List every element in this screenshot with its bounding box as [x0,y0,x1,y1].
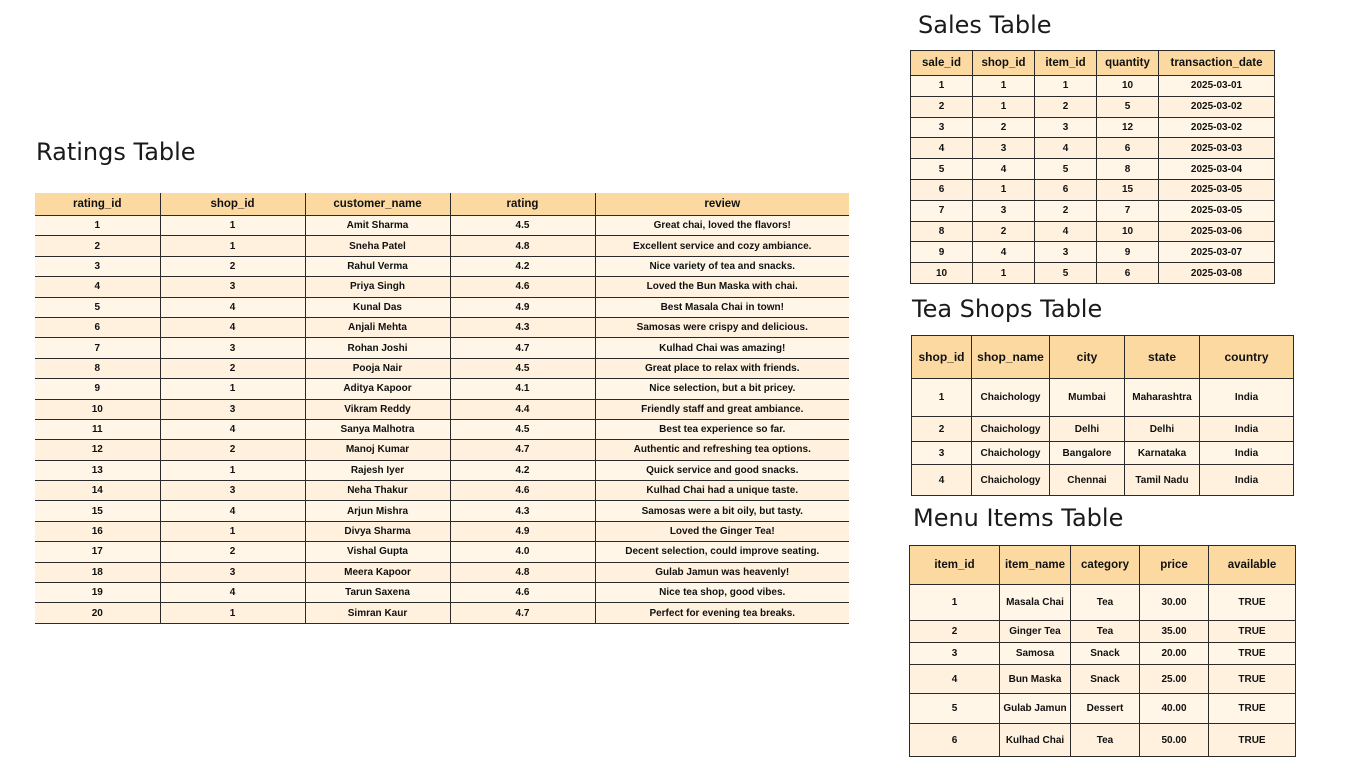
table-cell-sale-id: 3 [911,117,973,138]
table-cell-shop-id: 2 [160,440,305,460]
table-cell-sale-id: 4 [911,138,973,159]
table-row [911,200,1275,221]
table-cell-quantity: 10 [1097,76,1159,97]
table-row [35,236,849,256]
table-cell-item-name: Samosa [1000,643,1071,665]
table-row [910,724,1296,757]
table-cell-price: 25.00 [1140,665,1209,694]
table-cell-country: India [1200,379,1294,417]
table-cell-shop-id: 2 [160,358,305,378]
table-cell-rating-id: 14 [35,481,160,501]
table-cell-category: Snack [1071,665,1140,694]
table-row [912,417,1294,442]
table-cell-rating-id: 10 [35,399,160,419]
table-cell-rating: 4.7 [450,603,595,623]
table-cell-city: Bangalore [1050,442,1125,465]
table-cell-review: Perfect for evening tea breaks. [595,603,849,623]
table-cell-sale-id: 7 [911,200,973,221]
table-row [911,179,1275,200]
column-header-quantity: quantity [1097,51,1159,76]
table-cell-review: Quick service and good snacks. [595,460,849,480]
column-header-city: city [1050,336,1125,379]
ratings-table-title: Ratings Table [36,138,196,166]
table-cell-sale-id: 2 [911,96,973,117]
table-cell-sale-id: 6 [911,179,973,200]
table-cell-review: Decent selection, could improve seating. [595,542,849,562]
table-cell-shop-id: 4 [160,297,305,317]
table-cell-item-id: 4 [1035,138,1097,159]
table-cell-shop-id: 4 [160,317,305,337]
column-header-state: state [1125,336,1200,379]
column-header-rating-id: rating_id [35,193,160,216]
column-header-price: price [1140,546,1209,585]
table-cell-customer-name: Pooja Nair [305,358,450,378]
column-header-item-name: item_name [1000,546,1071,585]
table-row [912,379,1294,417]
table-cell-quantity: 10 [1097,221,1159,242]
table-row [911,138,1275,159]
table-cell-shop-id: 3 [160,481,305,501]
table-cell-shop-id: 2 [973,117,1035,138]
table-header-row [912,336,1294,379]
table-cell-shop-id: 2 [160,256,305,276]
table-cell-rating: 4.6 [450,277,595,297]
table-cell-available: TRUE [1209,643,1296,665]
table-cell-transaction-date: 2025-03-04 [1159,159,1275,180]
table-cell-item-id: 2 [910,621,1000,643]
table-cell-shop-id: 3 [973,200,1035,221]
table-cell-rating: 4.3 [450,317,595,337]
table-row [911,76,1275,97]
table-cell-rating: 4.7 [450,440,595,460]
table-cell-rating: 4.8 [450,236,595,256]
table-cell-rating: 4.7 [450,338,595,358]
table-cell-quantity: 6 [1097,138,1159,159]
table-cell-shop-id: 3 [160,338,305,358]
table-cell-shop-id: 2 [973,221,1035,242]
table-cell-customer-name: Neha Thakur [305,481,450,501]
column-header-shop-name: shop_name [972,336,1050,379]
table-cell-price: 50.00 [1140,724,1209,757]
table-cell-item-id: 1 [910,585,1000,621]
table-cell-review: Loved the Ginger Tea! [595,521,849,541]
table-cell-sale-id: 10 [911,263,973,284]
table-cell-city: Delhi [1050,417,1125,442]
table-cell-review: Nice tea shop, good vibes. [595,583,849,603]
table-cell-sale-id: 1 [911,76,973,97]
table-cell-transaction-date: 2025-03-05 [1159,179,1275,200]
table-cell-item-name: Masala Chai [1000,585,1071,621]
table-cell-item-id: 3 [910,643,1000,665]
table-cell-shop-id: 1 [160,216,305,236]
table-cell-review: Nice selection, but a bit pricey. [595,379,849,399]
column-header-available: available [1209,546,1296,585]
table-cell-item-id: 3 [1035,242,1097,263]
table-cell-shop-id: 4 [160,501,305,521]
table-row [35,481,849,501]
table-cell-customer-name: Anjali Mehta [305,317,450,337]
table-cell-rating-id: 7 [35,338,160,358]
table-cell-item-id: 5 [910,694,1000,724]
table-cell-item-name: Gulab Jamun [1000,694,1071,724]
table-cell-rating: 4.5 [450,419,595,439]
table-cell-category: Tea [1071,585,1140,621]
table-cell-country: India [1200,465,1294,496]
table-row [35,379,849,399]
table-row [911,96,1275,117]
table-cell-review: Great chai, loved the flavors! [595,216,849,236]
table-cell-quantity: 12 [1097,117,1159,138]
column-header-item-id: item_id [910,546,1000,585]
column-header-review: review [595,193,849,216]
table-cell-quantity: 9 [1097,242,1159,263]
table-cell-item-id: 3 [1035,117,1097,138]
table-cell-country: India [1200,442,1294,465]
table-row [35,399,849,419]
table-cell-customer-name: Rahul Verma [305,256,450,276]
table-cell-rating: 4.3 [450,501,595,521]
column-header-transaction-date: transaction_date [1159,51,1275,76]
table-cell-shop-id: 1 [160,521,305,541]
table-cell-rating: 4.2 [450,460,595,480]
tea-shops-table [911,335,1294,496]
table-row [35,256,849,276]
table-row [35,501,849,521]
table-cell-quantity: 15 [1097,179,1159,200]
table-cell-customer-name: Sanya Malhotra [305,419,450,439]
table-cell-shop-id: 3 [160,562,305,582]
menu-items-table [909,545,1296,757]
menu-items-table-title: Menu Items Table [913,504,1124,532]
table-cell-shop-id: 3 [160,399,305,419]
table-cell-shop-id: 2 [912,417,972,442]
table-cell-quantity: 6 [1097,263,1159,284]
table-cell-customer-name: Tarun Saxena [305,583,450,603]
table-cell-rating-id: 2 [35,236,160,256]
sales-table [910,50,1275,284]
table-row [35,542,849,562]
table-cell-available: TRUE [1209,694,1296,724]
table-cell-rating-id: 15 [35,501,160,521]
table-cell-review: Loved the Bun Maska with chai. [595,277,849,297]
table-row [35,419,849,439]
table-cell-rating: 4.9 [450,297,595,317]
table-cell-review: Best Masala Chai in town! [595,297,849,317]
table-cell-item-id: 6 [1035,179,1097,200]
table-cell-category: Tea [1071,621,1140,643]
column-header-customer-name: customer_name [305,193,450,216]
table-cell-city: Chennai [1050,465,1125,496]
table-row [35,317,849,337]
table-cell-rating: 4.5 [450,358,595,378]
table-cell-review: Great place to relax with friends. [595,358,849,378]
table-cell-shop-id: 1 [973,179,1035,200]
table-cell-state: Karnataka [1125,442,1200,465]
table-cell-review: Nice variety of tea and snacks. [595,256,849,276]
table-cell-shop-id: 1 [160,236,305,256]
table-cell-category: Dessert [1071,694,1140,724]
table-cell-rating-id: 6 [35,317,160,337]
table-cell-category: Tea [1071,724,1140,757]
table-cell-price: 30.00 [1140,585,1209,621]
column-header-item-id: item_id [1035,51,1097,76]
table-row [35,583,849,603]
table-cell-shop-id: 4 [160,419,305,439]
table-cell-sale-id: 5 [911,159,973,180]
table-cell-item-id: 2 [1035,200,1097,221]
table-cell-rating-id: 9 [35,379,160,399]
table-cell-rating-id: 20 [35,603,160,623]
table-cell-customer-name: Divya Sharma [305,521,450,541]
table-cell-item-name: Kulhad Chai [1000,724,1071,757]
table-cell-review: Best tea experience so far. [595,419,849,439]
table-row [35,358,849,378]
column-header-shop-id: shop_id [912,336,972,379]
table-cell-item-name: Bun Maska [1000,665,1071,694]
table-cell-price: 20.00 [1140,643,1209,665]
table-cell-item-id: 1 [1035,76,1097,97]
table-cell-state: Maharashtra [1125,379,1200,417]
table-cell-customer-name: Sneha Patel [305,236,450,256]
table-cell-rating-id: 3 [35,256,160,276]
table-cell-price: 40.00 [1140,694,1209,724]
table-row [911,221,1275,242]
table-row [35,603,849,623]
table-cell-customer-name: Vikram Reddy [305,399,450,419]
table-cell-quantity: 7 [1097,200,1159,221]
table-row [912,442,1294,465]
table-cell-rating-id: 19 [35,583,160,603]
table-row [910,643,1296,665]
column-header-rating: rating [450,193,595,216]
table-row [35,277,849,297]
ratings-table [35,193,849,624]
table-cell-sale-id: 9 [911,242,973,263]
table-cell-shop-id: 3 [973,138,1035,159]
table-cell-shop-id: 1 [973,263,1035,284]
table-cell-rating: 4.6 [450,481,595,501]
table-header-row [911,51,1275,76]
table-row [35,521,849,541]
table-cell-rating: 4.4 [450,399,595,419]
table-cell-rating: 4.2 [450,256,595,276]
table-cell-shop-id: 4 [973,242,1035,263]
table-row [35,338,849,358]
table-cell-rating-id: 18 [35,562,160,582]
table-cell-review: Excellent service and cozy ambiance. [595,236,849,256]
table-cell-transaction-date: 2025-03-05 [1159,200,1275,221]
table-header-row [35,193,849,216]
table-cell-rating-id: 11 [35,419,160,439]
table-row [35,562,849,582]
table-cell-shop-id: 1 [912,379,972,417]
table-cell-shop-name: Chaichology [972,417,1050,442]
table-cell-state: Delhi [1125,417,1200,442]
table-row [911,117,1275,138]
table-cell-review: Gulab Jamun was heavenly! [595,562,849,582]
table-cell-review: Authentic and refreshing tea options. [595,440,849,460]
table-cell-shop-id: 1 [160,460,305,480]
column-header-country: country [1200,336,1294,379]
table-cell-review: Samosas were crispy and delicious. [595,317,849,337]
table-cell-transaction-date: 2025-03-07 [1159,242,1275,263]
table-cell-transaction-date: 2025-03-06 [1159,221,1275,242]
table-cell-customer-name: Kunal Das [305,297,450,317]
table-cell-customer-name: Manoj Kumar [305,440,450,460]
table-header-row [910,546,1296,585]
table-cell-quantity: 8 [1097,159,1159,180]
table-cell-rating: 4.6 [450,583,595,603]
table-row [911,242,1275,263]
table-cell-item-id: 5 [1035,263,1097,284]
column-header-sale-id: sale_id [911,51,973,76]
table-cell-customer-name: Aditya Kapoor [305,379,450,399]
table-cell-available: TRUE [1209,585,1296,621]
table-cell-item-id: 6 [910,724,1000,757]
table-row [912,465,1294,496]
table-cell-shop-id: 4 [912,465,972,496]
table-cell-customer-name: Priya Singh [305,277,450,297]
table-cell-shop-id: 1 [973,96,1035,117]
table-cell-shop-name: Chaichology [972,465,1050,496]
table-cell-shop-id: 2 [160,542,305,562]
table-row [911,159,1275,180]
table-cell-rating-id: 8 [35,358,160,378]
table-cell-review: Kulhad Chai had a unique taste. [595,481,849,501]
table-row [35,440,849,460]
table-cell-shop-id: 4 [160,583,305,603]
tea-shops-table-title: Tea Shops Table [912,295,1103,323]
table-cell-customer-name: Rohan Joshi [305,338,450,358]
table-cell-sale-id: 8 [911,221,973,242]
table-cell-country: India [1200,417,1294,442]
table-row [911,263,1275,284]
table-cell-shop-id: 1 [160,603,305,623]
table-cell-shop-id: 3 [912,442,972,465]
table-cell-transaction-date: 2025-03-01 [1159,76,1275,97]
table-cell-review: Samosas were a bit oily, but tasty. [595,501,849,521]
table-cell-transaction-date: 2025-03-03 [1159,138,1275,159]
table-cell-rating: 4.8 [450,562,595,582]
table-cell-rating-id: 1 [35,216,160,236]
table-cell-customer-name: Simran Kaur [305,603,450,623]
table-cell-transaction-date: 2025-03-08 [1159,263,1275,284]
table-row [35,460,849,480]
table-cell-transaction-date: 2025-03-02 [1159,117,1275,138]
table-row [910,694,1296,724]
table-cell-rating-id: 16 [35,521,160,541]
column-header-category: category [1071,546,1140,585]
table-cell-available: TRUE [1209,621,1296,643]
table-cell-item-id: 5 [1035,159,1097,180]
table-row [910,585,1296,621]
table-cell-available: TRUE [1209,724,1296,757]
table-cell-customer-name: Vishal Gupta [305,542,450,562]
table-cell-customer-name: Meera Kapoor [305,562,450,582]
table-cell-shop-id: 4 [973,159,1035,180]
table-cell-rating: 4.0 [450,542,595,562]
column-header-shop-id: shop_id [160,193,305,216]
table-cell-rating-id: 12 [35,440,160,460]
table-row [35,297,849,317]
table-cell-item-name: Ginger Tea [1000,621,1071,643]
table-cell-transaction-date: 2025-03-02 [1159,96,1275,117]
table-cell-rating-id: 4 [35,277,160,297]
sales-table-title: Sales Table [918,11,1052,39]
table-cell-review: Friendly staff and great ambiance. [595,399,849,419]
table-cell-rating-id: 17 [35,542,160,562]
table-row [35,216,849,236]
table-cell-item-id: 2 [1035,96,1097,117]
table-cell-rating-id: 5 [35,297,160,317]
table-cell-shop-id: 3 [160,277,305,297]
table-cell-customer-name: Arjun Mishra [305,501,450,521]
table-cell-available: TRUE [1209,665,1296,694]
table-cell-rating: 4.5 [450,216,595,236]
table-cell-customer-name: Rajesh Iyer [305,460,450,480]
table-cell-review: Kulhad Chai was amazing! [595,338,849,358]
table-cell-price: 35.00 [1140,621,1209,643]
table-cell-item-id: 4 [910,665,1000,694]
table-cell-customer-name: Amit Sharma [305,216,450,236]
table-cell-category: Snack [1071,643,1140,665]
column-header-shop-id: shop_id [973,51,1035,76]
table-cell-state: Tamil Nadu [1125,465,1200,496]
table-cell-shop-name: Chaichology [972,442,1050,465]
table-cell-shop-id: 1 [160,379,305,399]
table-cell-rating: 4.1 [450,379,595,399]
table-cell-item-id: 4 [1035,221,1097,242]
table-cell-rating-id: 13 [35,460,160,480]
table-cell-city: Mumbai [1050,379,1125,417]
table-row [910,621,1296,643]
table-cell-quantity: 5 [1097,96,1159,117]
table-cell-shop-id: 1 [973,76,1035,97]
table-cell-shop-name: Chaichology [972,379,1050,417]
table-row [910,665,1296,694]
table-cell-rating: 4.9 [450,521,595,541]
